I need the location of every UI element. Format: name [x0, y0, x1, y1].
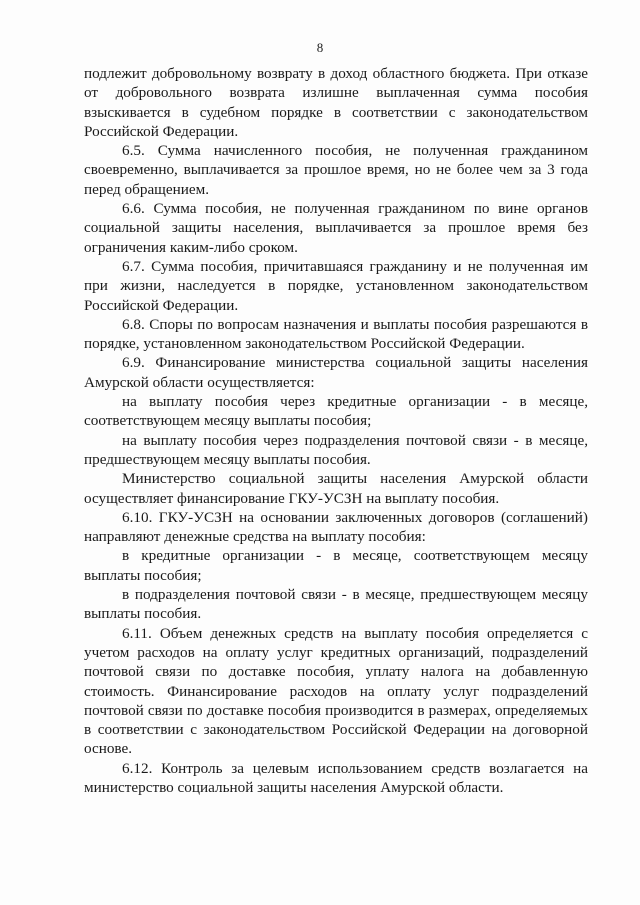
paragraph-6-8: 6.8. Споры по вопросам назначения и выплаты пособия разрешаются в порядке, установленном законодательством Российской Федерации.	[84, 315, 588, 353]
paragraph-6-7: 6.7. Сумма пособия, причитавшаяся гражданину и не полученная им при жизни, наследуется в порядке, установленном законодательством Российской Федерации.	[84, 257, 588, 314]
paragraph-6-10-credit-organizations: в кредитные организации - в месяце, соответствующем месяцу выплаты пособия;	[84, 547, 588, 584]
paragraph-continuation: подлежит добровольному возврату в доход областного бюджета. При отказе от добровольного возврата излишне выплаченная сумма пособия взыскивается в судебном порядке в соответствии с законодательством Российской Федерации.	[84, 65, 588, 140]
paragraph-6-6: 6.6. Сумма пособия, не полученная гражданином по вине органов социальной защиты населения, выплачивается за прошлое время без ограничения каким-либо сроком.	[84, 200, 588, 256]
paragraph-6-9-ministry-financing: Министерство социальной защиты населения Амурской области осуществляет финансирование ГКУ-УСЗН на выплату пособия.	[84, 470, 588, 507]
paragraph-6-12: 6.12. Контроль за целевым использованием средств возлагается на министерство социальной защиты населения Амурской области.	[84, 759, 588, 796]
paragraph-6-11: 6.11. Объем денежных средств на выплату пособия определяется с учетом расходов на оплату услуг кредитных организаций, подразделений почтовой связи по доставке пособия, уплату налога на добавленную стоимость. Финансирование расходов на оплату услуг подразделений почтовой связи по доставке пособия производится в размерах, определяемых в соответствии с законодательством Российской Федерации на договорной основе.	[84, 624, 588, 758]
paragraph-6-9-postal-divisions: на выплату пособия через подразделения почтовой связи - в месяце, предшествующем месяцу выплаты пособия.	[84, 431, 588, 468]
document-body	[84, 64, 588, 797]
paragraph-6-10: 6.10. ГКУ-УСЗН на основании заключенных договоров (соглашений) направляют денежные средства на выплату пособия:	[84, 508, 588, 546]
paragraph-6-5: 6.5. Сумма начисленного пособия, не полученная гражданином своевременно, выплачивается за прошлое время, но не более чем за 3 года перед обращением.	[84, 142, 588, 198]
page-number: 8	[316, 40, 324, 55]
paragraph-6-9-credit-organizations: на выплату пособия через кредитные организации - в месяце, соответствующем месяцу выплаты пособия;	[84, 393, 588, 430]
paragraph-6-9: 6.9. Финансирование министерства социальной защиты населения Амурской области осуществляется:	[84, 354, 588, 391]
paragraph-6-10-postal-divisions: в подразделения почтовой связи - в месяце, предшествующем месяцу выплаты пособия.	[84, 586, 588, 623]
